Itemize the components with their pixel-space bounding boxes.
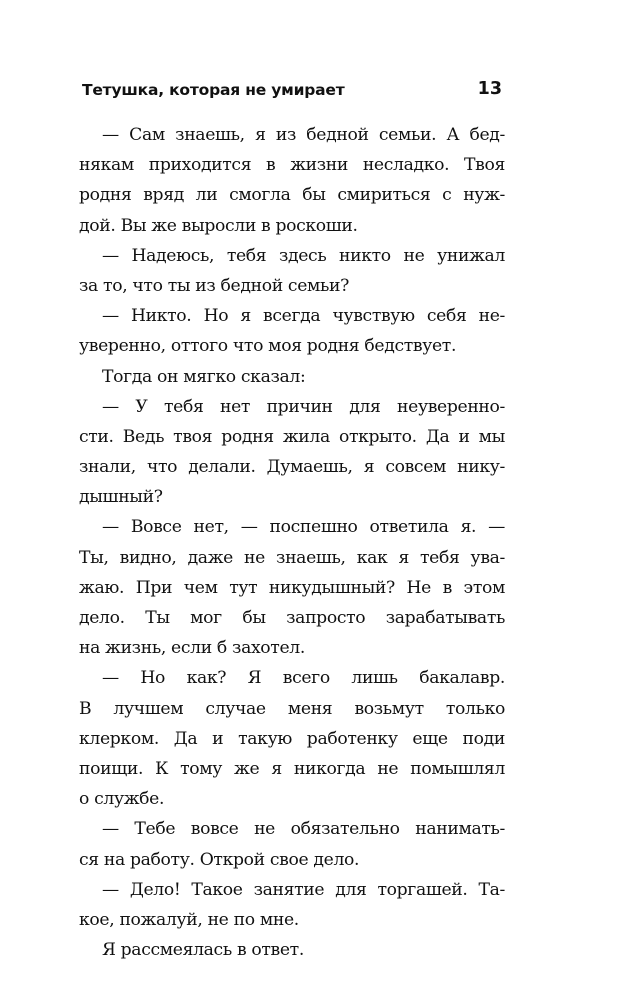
text-line: В лучшем случае меня возьмут только bbox=[79, 698, 505, 719]
text-line: — Дело! Такое занятие для торгашей. Та- bbox=[102, 879, 505, 900]
text-line: — Вовсе нет, — поспешно ответила я. — bbox=[102, 517, 505, 538]
text-line: — Никто. Но я всегда чувствую себя не- bbox=[102, 306, 505, 327]
text-line: клерком. Да и такую работенку еще поди bbox=[79, 728, 505, 749]
text-line: — Сам знаешь, я из бедной семьи. А бед- bbox=[102, 125, 505, 145]
text-line: кое, пожалуй, не по мне. bbox=[79, 909, 299, 930]
text-line: — Тебе вовсе не обязательно нанимать- bbox=[102, 819, 505, 840]
text-line: Ты, видно, даже не знаешь, как я тебя ува- bbox=[79, 547, 505, 568]
body-text bbox=[79, 120, 505, 965]
text-line: някам приходится в жизни несладко. Твоя bbox=[79, 155, 505, 176]
text-line: за то, что ты из бедной семьи? bbox=[79, 275, 350, 296]
text-line: — Но как? Я всего лишь бакалавр. bbox=[102, 668, 505, 689]
text-line: знали, что делали. Думаешь, я совсем нику- bbox=[79, 457, 505, 478]
text-line: ся на работу. Открой свое дело. bbox=[79, 849, 360, 870]
text-line: о службе. bbox=[79, 789, 165, 810]
text-line: — Надеюсь, тебя здесь никто не унижал bbox=[102, 245, 505, 266]
text-line: жаю. При чем тут никудышный? Не в этом bbox=[79, 577, 505, 598]
text-line: поищи. К тому же я никогда не помышлял bbox=[79, 758, 505, 779]
page-number: 13 bbox=[477, 79, 502, 99]
text-line: на жизнь, если б захотел. bbox=[79, 638, 305, 659]
text-line: дышный? bbox=[79, 487, 163, 508]
running-title: Тетушка, которая не умирает bbox=[82, 81, 345, 99]
running-header bbox=[82, 78, 502, 102]
text-line: Я рассмеялась в ответ. bbox=[102, 940, 304, 961]
text-line: дело. Ты мог бы запросто зарабатывать bbox=[79, 608, 505, 628]
text-line: сти. Ведь твоя родня жила открыто. Да и мы bbox=[79, 426, 505, 447]
text-line: Тогда он мягко сказал: bbox=[102, 366, 306, 387]
text-line: дой. Вы же выросли в роскоши. bbox=[79, 215, 358, 236]
text-line: родня вряд ли смогла бы смириться с нуж- bbox=[79, 185, 505, 206]
text-line: — У тебя нет причин для неувереннo- bbox=[102, 396, 505, 417]
text-line: уверенно, оттого что моя родня бедствует. bbox=[79, 336, 457, 357]
